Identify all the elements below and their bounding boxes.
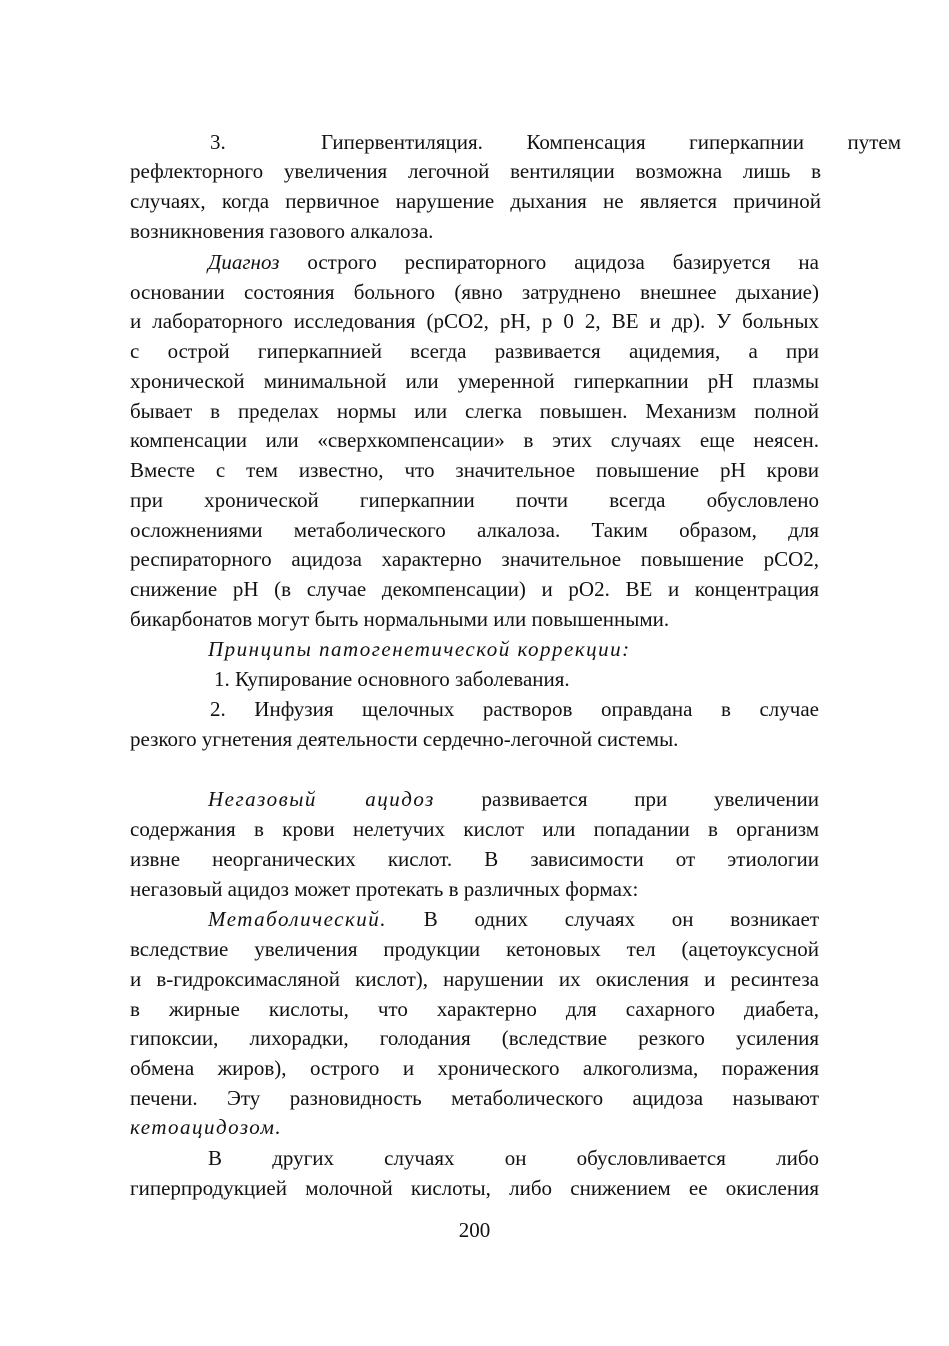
metabolic-line-6: обмена жиров), острого и хронического алкоголизма, поражения xyxy=(130,1056,819,1080)
diagnosis-line-11: респираторного ацидоза характерно значительное повышение pCO2, xyxy=(130,547,819,571)
diagnosis-line-13: бикарбонатов могут быть нормальными или повышенными. xyxy=(130,607,670,631)
principles-item-2-line-2: резкого угнетения деятельности сердечно-легочной системы. xyxy=(130,727,679,751)
other-line-1: В других случаях он обусловливается либо xyxy=(208,1146,819,1170)
principles-heading: Принципы патогенетической коррекции: xyxy=(208,637,631,661)
item3-first-line: Гипервентиляция. Компенсация гиперкапнии путем xyxy=(321,130,901,154)
diagnosis-line-8: Вместе с тем известно, что значительное повышение pH крови xyxy=(130,458,819,482)
item3-line-2: рефлекторного увеличения легочной вентиляции возможна лишь в xyxy=(130,159,821,183)
metabolic-line-1 xyxy=(208,904,819,934)
item3-line-4: возникновения газового алкалоза. xyxy=(130,219,434,243)
metabolic-term: Метаболический. xyxy=(208,907,388,931)
diagnosis-line-9: при хронической гиперкапнии почти всегда обусловлено xyxy=(130,488,819,512)
metabolic-last-term: кетоацидозом. xyxy=(130,1115,283,1139)
nongas-term: Негазовый ацидоз xyxy=(208,787,435,811)
principles-item-1: 1. Купирование основного заболевания. xyxy=(214,667,570,691)
page-number: 200 xyxy=(458,1218,491,1242)
diagnosis-line-4: с острой гиперкапнией всегда развивается ацидемия, а при xyxy=(130,339,819,363)
metabolic-line-5: гипоксии, лихорадки, голодания (вследствие резкого усиления xyxy=(130,1026,819,1050)
metabolic-line-2: вследствие увеличения продукции кетоновых тел (ацетоуксусной xyxy=(130,937,819,961)
diagnosis-line-12: снижение pH (в случае декомпенсации) и pO2. BE и концентрация xyxy=(130,577,819,601)
diagnosis-line-10: осложнениями метаболического алкалоза. Таким образом, для xyxy=(130,518,819,542)
nongas-line-2: содержания в крови нелетучих кислот или попадании в организм xyxy=(130,817,819,841)
diagnosis-first-line-rest: острого респираторного ацидоза базируется на xyxy=(279,250,819,274)
item3-line-1 xyxy=(210,127,901,157)
diagnosis-line-3: и лабораторного исследования (pCO2, pH, p 0 2, BE и др). У больных xyxy=(130,309,819,333)
metabolic-first-line-rest: В одних случаях он возникает xyxy=(387,907,819,931)
item3-number: 3. xyxy=(210,130,226,154)
nongas-line-3: извне неорганических кислот. В зависимости от этиологии xyxy=(130,847,819,871)
other-line-2: гиперпродукцией молочной кислоты, либо снижением ее окисления xyxy=(130,1176,819,1200)
diagnosis-line-6: бывает в пределах нормы или слегка повышен. Механизм полной xyxy=(130,399,819,423)
principles-item-2-line-1: 2. Инфузия щелочных растворов оправдана в случае xyxy=(210,697,819,721)
metabolic-line-3: и в-гидроксимасляной кислот), нарушении их окисления и ресинтеза xyxy=(130,967,819,991)
nongas-first-line-rest: развивается при увеличении xyxy=(434,787,819,811)
item3-line-3: случаях, когда первичное нарушение дыхания не является причиной xyxy=(130,189,821,213)
diagnosis-line-1 xyxy=(208,247,819,277)
nongas-line-1 xyxy=(208,784,819,814)
diagnosis-line-5: хронической минимальной или умеренной гиперкапнии pH плазмы xyxy=(130,369,819,393)
metabolic-line-4: в жирные кислоты, что характерно для сахарного диабета, xyxy=(130,997,819,1021)
nongas-line-4: негазовый ацидоз может протекать в различных формах: xyxy=(130,877,639,901)
diagnosis-line-2: основании состояния больного (явно затруднено внешнее дыхание) xyxy=(130,280,819,304)
diagnosis-line-7: компенсации или «сверхкомпенсации» в этих случаях еще неясен. xyxy=(130,428,819,452)
metabolic-line-7: печени. Эту разновидность метаболического ацидоза называют xyxy=(130,1086,819,1110)
diagnosis-term: Диагноз xyxy=(208,250,280,274)
